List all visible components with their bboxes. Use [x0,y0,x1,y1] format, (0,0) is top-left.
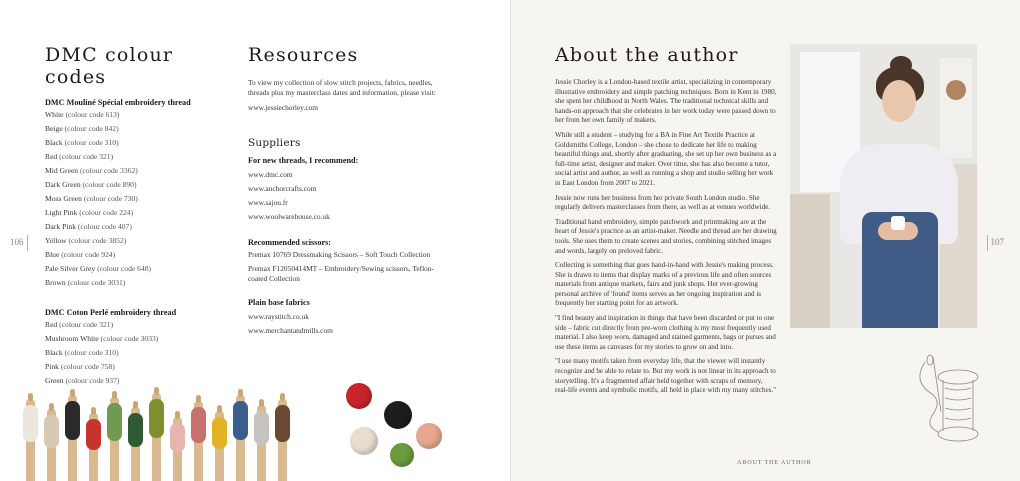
colour-name: Yellow [45,236,69,245]
colour-item [45,318,225,332]
resources-intro: To view my collection of slow stitch projects, fabrics, needles, threads plus my masterclass dates and information, please visit: [248,78,436,97]
colour-item [45,108,225,122]
bobbin [152,393,161,481]
colour-code: (colour code 321) [59,152,114,161]
colour-name: Pale Silver Grey [45,264,98,273]
colour-name: Green [45,376,66,385]
scissors-item: Premax 10769 Dressmaking Scissors – Soft Touch Collection [248,250,431,259]
supplier-link[interactable]: www.dmc.com [248,170,293,179]
bobbin [89,413,98,481]
bobbin [110,397,119,481]
about-paragraph: Jessie Chorley is a London-based textile artist, specializing in contemporary illustrative embroidery and simple patching techniques. Born in Kent in 1980, she spent her childhood in North Wales. The traditional technical skills and hands-on approach that she celebrates in her work today were passed down to her from her own family of makers. [555,78,777,125]
bobbin-tip [91,407,96,415]
page-number-left [10,235,31,251]
colour-name: Mushroom White [45,334,101,343]
fabrics-heading: Plain base fabrics [248,298,310,307]
colour-code: (colour code 224) [79,208,134,217]
about-paragraph: While still a student – studying for a BA in Fine Art Textile Practice at Goldsmiths College, London – she chose to dedicate her life to making beautiful things and, shortly after graduating, she set up her own business as a full-time artist, designer and maker. Over time, she has also become a tutor, social artist and author, as well as running a shop and studio selling her work in East London from 2007 to 2021. [555,130,777,187]
colour-name: Black [45,138,65,147]
thread-balls-illustration [340,375,460,475]
colour-name: Pink [45,362,61,371]
page-number-right-label: 107 [990,237,1004,248]
colour-name: Red [45,320,60,329]
colour-code: (colour code 890) [82,180,137,189]
colour-name: Light Pink [45,208,80,217]
author-photo [790,44,977,328]
colour-item [45,150,225,164]
bobbin [26,399,35,481]
colour-code: (colour code 924) [61,250,116,259]
bobbin-tip [112,391,117,399]
bobbin-thread [233,401,248,440]
supplier-link[interactable]: www.anchorcrafts.com [248,184,317,193]
resources-title: Resources [248,44,359,66]
colour-item [45,248,225,262]
bobbin [131,407,140,481]
colour-name: Dark Pink [45,222,78,231]
website-link[interactable]: www.jessiechorley.com [248,103,319,112]
threads-heading: For new threads, I recommend: [248,156,359,165]
bobbin [278,399,287,481]
bobbin [173,417,182,481]
bobbin [194,401,203,481]
colour-code: (colour code 321) [59,320,114,329]
bobbin-thread [191,407,206,443]
bobbin-tip [280,393,285,401]
bobbin-tip [133,401,138,409]
resources-section [248,44,448,338]
bobbin-tip [238,389,243,397]
bobbin [215,411,224,481]
fabric-links [248,310,448,338]
thread-ball [390,443,414,467]
bobbin-thread [170,423,185,452]
colour-name: Moss Green [45,194,84,203]
bobbin [236,395,245,481]
perle-heading: DMC Coton Perlé embroidery thread [45,308,177,317]
supplier-link[interactable]: www.raystitch.co.uk [248,312,309,321]
page-number-rule [987,235,988,251]
bobbin-thread [65,401,80,440]
colour-code: (colour code 730) [83,194,138,203]
colour-code: (colour code 648) [97,264,152,273]
supplier-link[interactable]: www.woolwarehouse.co.uk [248,212,330,221]
colour-name: Blue [45,250,62,259]
colour-code: (colour code 3033) [100,334,159,343]
colour-code: (colour code 613) [65,110,120,119]
bobbin-thread [149,399,164,438]
colour-item [45,206,225,220]
scissors-heading: Recommended scissors: [248,238,331,247]
colour-item [45,136,225,150]
colour-code: (colour code 842) [64,124,119,133]
colour-code: (colour code 407) [77,222,132,231]
colour-item [45,192,225,206]
bobbin-thread [254,411,269,445]
bobbin [257,405,266,481]
colour-code: (colour code 758) [60,362,115,371]
supplier-link[interactable]: www.sajou.fr [248,198,288,207]
perle-colour-list [45,318,225,388]
mouline-colour-list [45,108,225,290]
page-number-rule [27,235,28,251]
thread-ball [384,401,412,429]
colour-code: (colour code 3362) [80,166,138,175]
about-paragraph: Traditional hand embroidery, simple patchwork and printmaking are at the heart of Jessie's practice as an artist-maker. Needle and thread are her drawing tools. She uses them to create scenes and stories, combining stitched images and words, largely on preloved fabric. [555,217,777,255]
colour-name: Black [45,348,65,357]
colour-name: Dark Green [45,180,83,189]
dmc-title: DMC colour codes [45,44,174,88]
colour-item [45,122,225,136]
thread-ball [346,383,372,409]
colour-code: (colour code 3031) [67,278,126,287]
colour-item [45,360,225,374]
bobbin-tip [217,405,222,413]
dmc-colour-codes-section [45,44,225,388]
colour-code: (colour code 3852) [68,236,127,245]
colour-name: Beige [45,124,65,133]
colour-item [45,178,225,192]
bobbin-tip [196,395,201,403]
about-section [555,44,777,401]
thread-links [248,168,448,224]
studio-shelf [790,194,830,328]
colour-name: Mid Green [45,166,81,175]
bobbin-tip [175,411,180,419]
bobbin-tip [70,389,75,397]
colour-name: Brown [45,278,68,287]
about-paragraph: "I find beauty and inspiration in things that have been discarded or put to one side – fabric cut directly from pre-worn clothing is my most frequently used material. I also keep worn, damaged and stained garments, bags or purses and use these items as canvases for my stories to grow on and into. [555,314,776,351]
thread-bobbins-illustration [18,380,298,481]
thread-ball [350,427,378,455]
bobbin [68,395,77,481]
about-paragraph: "I use many motifs taken from everyday life, that the viewer will instantly recognize and be able to relate to. But my work is not linear in its approach to storytelling. It's a fragmented affair held together with scraps of memory, real-life events and symbolic motifs, all held in place with my many stitches." [555,357,777,395]
bobbin-sketch-icon [903,352,993,447]
window [940,58,972,158]
colour-item [45,276,225,290]
page-number-right [984,235,1005,251]
colour-item [45,164,225,178]
author-face [882,80,916,122]
page-number-left-label: 106 [10,237,24,248]
bobbin-thread [44,415,59,448]
wall-decoration [946,80,966,100]
colour-code: (colour code 310) [64,348,119,357]
right-page [510,0,1020,481]
bobbin [47,409,56,481]
bobbin-tip [49,403,54,411]
colour-item [45,234,225,248]
colour-code: (colour code 937) [65,376,120,385]
running-footer: ABOUT THE AUTHOR [737,459,812,466]
bobbin-thread [23,405,38,442]
colour-code: (colour code 310) [64,138,119,147]
mug [891,216,905,230]
suppliers-heading: Suppliers [248,137,301,149]
about-paragraph: Jessie now runs her business from her private South London studio. She regularly delivers masterclasses from there, as well as at venues worldwide. [555,193,771,212]
about-paragraph: Collecting is something that goes hand-in-hand with Jessie's making process. She is drawn to items that display marks of a previous life and often sources materials from antique markets, fairs and junk shops. Her ever-growing personal archive of 'found' items serves as her ongoing inspiration and is frequently her starting point for an artwork. [555,261,774,308]
bobbin-tip [154,387,159,395]
colour-item [45,332,225,346]
bobbin-thread [275,405,290,442]
colour-item [45,262,225,276]
colour-name: Red [45,152,60,161]
colour-item [45,346,225,360]
bobbin-thread [86,419,101,450]
bobbin-thread [212,417,227,449]
colour-name: White [45,110,66,119]
bobbin-tip [259,399,264,407]
about-title: About the author [555,44,739,66]
mouline-heading: DMC Mouliné Spécial embroidery thread [45,98,191,107]
bobbin-tip [28,393,33,401]
thread-ball [416,423,442,449]
scissors-item: Premax F12050414MT – Embroidery/Sewing scissors, Teflon-coated Collection [248,264,435,283]
colour-item [45,220,225,234]
bobbin-thread [107,403,122,441]
bobbin-thread [128,413,143,447]
supplier-link[interactable]: www.merchantandmills.com [248,326,333,335]
about-text [555,78,777,396]
